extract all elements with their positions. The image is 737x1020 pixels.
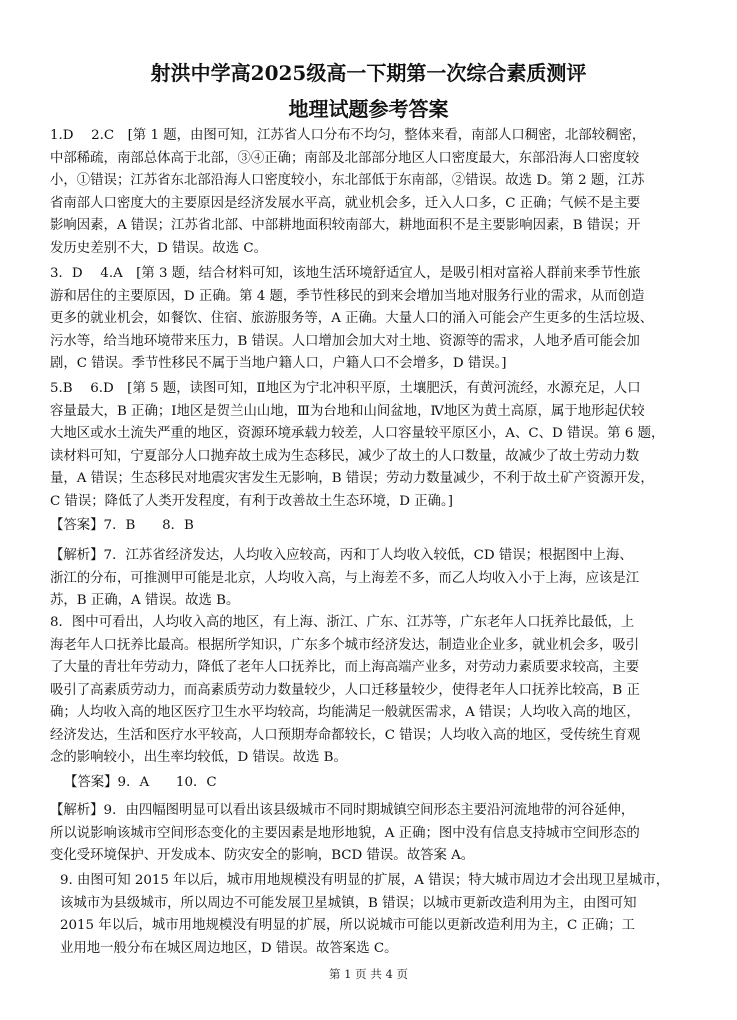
text-line: 污水等，给当地环境带来压力，B 错误。人口增加会加大对土地、资源等的需求，人地矛盾可能会加 xyxy=(50,333,640,349)
text-line: 量，A 错误；生态移民对地震灾害发生无影响，B 错误；劳动力数量减少，不利于故土矿产资源开发， xyxy=(50,471,654,486)
answer-key-7-8 xyxy=(50,515,690,538)
answer-5-6 xyxy=(50,378,690,513)
text-line: C 错误；降低了人类开发程度，有利于改善故土生态环境，D 正确。] xyxy=(50,493,453,509)
text-line: 【答案】7．B 8．B xyxy=(50,518,194,533)
explanation-8 xyxy=(50,612,690,770)
text-line: 5.B 6.D [第 5 题，读图可知，Ⅱ地区为宁北冲积平原，土壤肥沃，有黄河流经，水源充足，人口 xyxy=(50,381,641,396)
explanation-9-cont xyxy=(60,870,690,960)
text-line: 经济发达，生活和医疗水平较高，人口预期寿命都较长，C 错误；人均收入高的地区，受传统生育观 xyxy=(50,727,641,743)
explanation-9 xyxy=(50,800,690,868)
text-line: 游和居住的主要原因，D 正确。第 4 题，季节性移民的到来会增加当地对服务行业的需求，从而创造 xyxy=(50,288,645,304)
text-line: 8．图中可看出，人均收入高的地区，有上海、浙江、广东、江苏等，广东老年人口抚养比最低，上 xyxy=(50,615,635,630)
text-line: 省南部人口密度大的主要原因是经济发展水平高，就业机会多，迁入人口多，C 正确；气候不是主要 xyxy=(50,195,641,211)
text-line: 【解析】7．江苏省经济发达，人均收入应较高，丙和丁人均收入较低，CD 错误；根据图中上海、 xyxy=(50,548,633,563)
text-line: 吸引了高素质劳动力，而高素质劳动力数量较少，人口迁移量较少，使得老年人口抚养比较高，B 正 xyxy=(50,682,640,698)
text-line: 读材料可知，宁夏部分人口抛弃故土成为生态移民，减少了故土的人口数量，故减少了故土劳动力数 xyxy=(50,448,640,464)
text-line: 该城市为县级城市，所以周边不可能发展卫星城镇，B 错误；以城市更新改造利用为主，由图可知 xyxy=(60,895,637,911)
text-line: 更多的就业机会，如餐饮、住宿、旅游服务等，A 正确。大量人口的涌入可能会产生更多的生活垃圾、 xyxy=(50,311,654,326)
answer-key-9-10 xyxy=(64,772,690,795)
text-line: 9. 由图可知 2015 年以后，城市用地规模没有明显的扩展，A 错误；特大城市周边才会出现卫星城市， xyxy=(60,873,670,888)
text-line: 念的影响较小，出生率均较低，D 错误。故选 B。 xyxy=(50,750,347,765)
text-line: 浙江的分布，可推测甲可能是北京，人均收入高，与上海差不多，而乙人均收入小于上海，应该是江 xyxy=(50,570,640,586)
text-line: 影响因素，A 错误；江苏省北部、中部耕地面积较南部大，耕地面积不是主要影响因素，B 错误；开 xyxy=(50,218,641,233)
text-line: 3．D 4.A [第 3 题，结合材料可知，该地生活环境舒适宜人，是吸引相对富裕人群前来季节性旅 xyxy=(50,266,641,281)
text-line: 【解析】9．由四幅图明显可以看出该县级城市不同时期城镇空间形态主要沿河流地带的河谷延伸， xyxy=(50,803,635,818)
text-line: 【答案】9．A 10．C xyxy=(64,775,217,790)
answer-3-4 xyxy=(50,263,690,376)
answer-1-2 xyxy=(50,125,690,260)
page-subtitle: 地理试题参考答案 xyxy=(288,97,449,121)
text-line: 中部稀疏，南部总体高于北部，③④正确；南部及北部部分地区人口密度最大，东部沿海人口密度较 xyxy=(50,150,640,166)
text-line: 小，①错误；江苏省东北部沿海人口密度较小，东北部低于东南部，②错误。故选 D。第 2 题，江苏 xyxy=(50,173,645,188)
text-line: 大地区或水土流失严重的地区，资源环境承载力较差，人口容量较平原区小，A、C、D 错误。第 6 题， xyxy=(50,426,665,441)
text-line: 所以说影响该城市空间形态变化的主要因素是地形地貌，A 正确；图中没有信息支持城市空间形态的 xyxy=(50,825,640,841)
text-line: 剧，C 错误。季节性移民不属于当地户籍人口，户籍人口不会增多，D 错误。] xyxy=(50,356,507,371)
text-line: 2015 年以后，城市用地规模没有明显的扩展，所以说城市可能以更新改造利用为主，C 正确；工 xyxy=(60,918,636,933)
text-line: 容量最大，B 正确；Ⅰ地区是贺兰山山地，Ⅲ为台地和山间盆地，Ⅳ地区为黄土高原，属于地形起伏较 xyxy=(50,403,645,419)
text-line: 了大量的青壮年劳动力，降低了老年人口抚养比，而上海高端产业多，对劳动力素质要求较高，主要 xyxy=(50,660,640,675)
page-title: 射洪中学高2025级高一下期第一次综合素质测评 xyxy=(150,61,587,85)
text-line: 1.D 2.C [第 1 题，由图可知，江苏省人口分布不均匀，整体来看，南部人口稠密，北部较稠密， xyxy=(50,128,646,143)
page-footer: 第 1 页 共 4 页 xyxy=(329,967,408,981)
text-line: 海老年人口抚养比最高。根据所学知识，广东多个城市经济发达，制造业企业多，就业机会多，吸引 xyxy=(50,637,640,653)
text-line: 变化受环境保护、开发成本、防灾安全的影响，BCD 错误。故答案 A。 xyxy=(50,848,475,863)
explanation-7 xyxy=(50,545,690,613)
text-line: 业用地一般分布在城区周边地区，D 错误。故答案选 C。 xyxy=(60,940,398,956)
text-line: 发历史差别不大，D 错误。故选 C。 xyxy=(50,240,267,256)
text-line: 确；人均收入高的地区医疗卫生水平均较高，均能满足一般就医需求，A 错误；人均收入高的地区， xyxy=(50,705,640,720)
text-line: 苏，B 正确，A 错误。故选 B。 xyxy=(50,593,240,608)
